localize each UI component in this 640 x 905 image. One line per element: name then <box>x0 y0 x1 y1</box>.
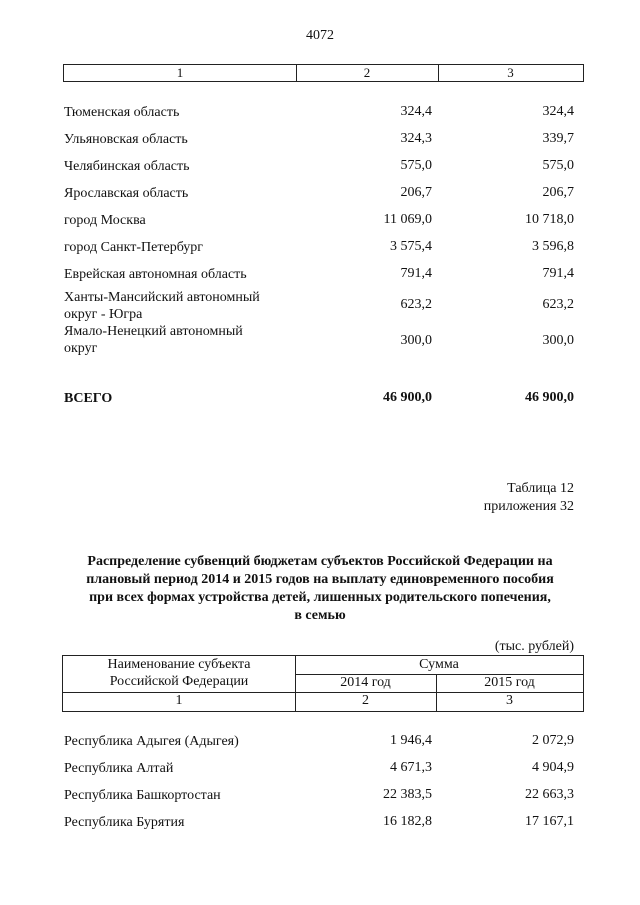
page-number: 4072 <box>306 28 334 43</box>
region-name: Республика Башкортостан <box>64 788 221 803</box>
region-name <box>64 289 260 323</box>
column-number-header <box>63 64 584 82</box>
title-line: при всех формах устройства детей, лишенных родительского попечения, <box>89 590 551 605</box>
value-2015: 10 718,0 <box>525 212 574 227</box>
header-name-line: Российской Федерации <box>109 674 249 689</box>
value-2014: 22 383,5 <box>383 787 432 802</box>
value-2014: 16 182,8 <box>383 814 432 829</box>
region-name-line: округ - Югра <box>64 307 143 322</box>
value-2015: 300,0 <box>542 333 574 348</box>
total-2014: 46 900,0 <box>383 390 432 405</box>
value-2014: 791,4 <box>400 266 432 281</box>
value-2015: 324,4 <box>542 104 574 119</box>
total-2015: 46 900,0 <box>525 390 574 405</box>
column-number-2: 2 <box>362 693 369 708</box>
value-2015: 623,2 <box>542 297 574 312</box>
title-line: в семью <box>294 608 346 623</box>
value-2014: 575,0 <box>400 158 432 173</box>
region-name-line: Ямало-Ненецкий автономный <box>64 324 243 339</box>
value-2015: 791,4 <box>542 266 574 281</box>
header-year-2015: 2015 год <box>484 675 535 690</box>
value-2014: 300,0 <box>400 333 432 348</box>
region-name-line: Ханты-Мансийский автономный <box>64 290 260 305</box>
column-number-3: 3 <box>506 693 513 708</box>
region-name: Республика Бурятия <box>64 815 185 830</box>
region-name: Челябинская область <box>64 159 190 174</box>
value-2014: 324,3 <box>400 131 432 146</box>
document-title <box>60 553 580 625</box>
value-2015: 339,7 <box>542 131 574 146</box>
value-2014: 4 671,3 <box>390 760 432 775</box>
value-2014: 623,2 <box>400 297 432 312</box>
value-2014: 324,4 <box>400 104 432 119</box>
value-2015: 575,0 <box>542 158 574 173</box>
appendix-number: приложения 32 <box>483 499 574 514</box>
header-name-line: Наименование субъекта <box>107 657 251 672</box>
table-number: Таблица 12 <box>507 481 574 496</box>
region-name: Тюменская область <box>64 105 180 120</box>
region-name-line: округ <box>64 341 98 356</box>
title-line: плановый период 2014 и 2015 годов на выплату единовременного пособия <box>86 572 554 587</box>
region-name: Ярославская область <box>64 186 189 201</box>
header-year-2014: 2014 год <box>340 675 391 690</box>
total-label: ВСЕГО <box>64 391 113 406</box>
table-row <box>64 323 576 357</box>
column-number-1: 1 <box>175 693 183 708</box>
column-number-2: 2 <box>363 65 371 80</box>
value-2014: 11 069,0 <box>383 212 432 227</box>
value-2015: 206,7 <box>542 185 574 200</box>
value-2015: 22 663,3 <box>525 787 574 802</box>
value-2014: 1 946,4 <box>390 733 432 748</box>
value-2014: 3 575,4 <box>390 239 432 254</box>
units-label: (тыс. рублей) <box>494 639 574 654</box>
value-2015: 3 596,8 <box>532 239 574 254</box>
region-name: город Москва <box>64 213 146 228</box>
region-name: Ульяновская область <box>64 132 188 147</box>
region-name: Республика Алтай <box>64 761 174 776</box>
table-header <box>62 655 584 712</box>
column-number-1: 1 <box>176 65 184 80</box>
region-name <box>64 323 243 357</box>
header-sum: Сумма <box>419 657 459 672</box>
value-2014: 206,7 <box>400 185 432 200</box>
value-2015: 4 904,9 <box>532 760 574 775</box>
title-line: Распределение субвенций бюджетам субъектов Российской Федерации на <box>87 554 553 569</box>
region-name: Еврейская автономная область <box>64 267 247 282</box>
value-2015: 17 167,1 <box>525 814 574 829</box>
region-name: город Санкт-Петербург <box>64 240 204 255</box>
value-2015: 2 072,9 <box>532 733 574 748</box>
region-name: Республика Адыгея (Адыгея) <box>64 734 239 749</box>
table-row <box>64 289 576 323</box>
column-number-3: 3 <box>507 65 514 80</box>
